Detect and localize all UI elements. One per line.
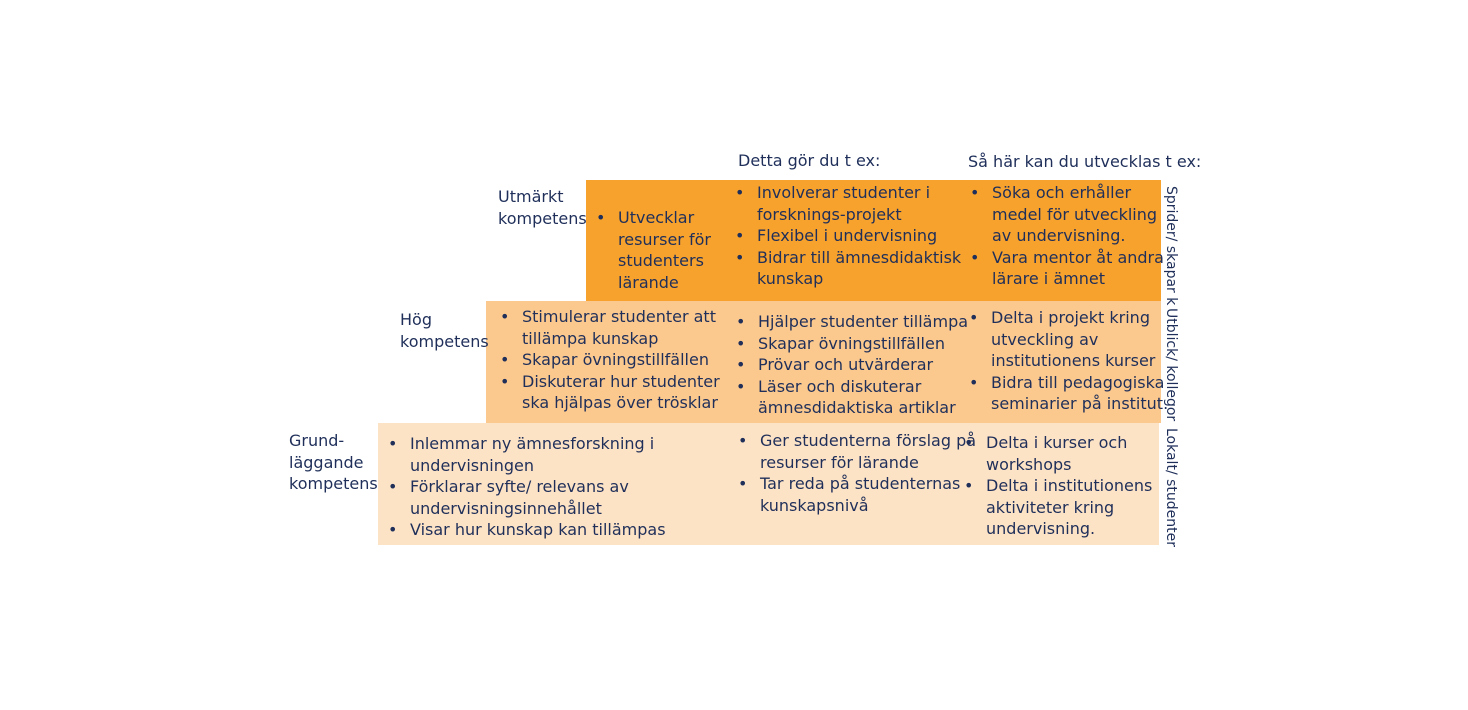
list-item: • Involverar studenter i forsknings-projekt xyxy=(757,182,972,225)
list-item: • Söka och erhåller medel för utveckling av undervisning. xyxy=(992,182,1172,247)
basic-activities-col2 xyxy=(736,430,984,516)
excellent-development xyxy=(968,182,1172,290)
list-item: • Skapar övningstillfällen xyxy=(758,333,984,355)
level-label-basic: Grund- läggande kompetens xyxy=(289,431,378,493)
side-label-basic: Lokalt/ studenter xyxy=(1163,428,1179,547)
list-item: • Flexibel i undervisning xyxy=(757,225,972,247)
basic-activities-col1 xyxy=(386,433,750,541)
header-development: Så här kan du utvecklas t ex: xyxy=(968,152,1202,171)
list-item: • Delta i projekt kring utveckling av institutionens kurser xyxy=(991,307,1179,372)
level-label-high: Hög kompetens xyxy=(400,310,489,351)
level-label-excellent: Utmärkt kompetens xyxy=(498,187,587,228)
list-item: • Inlemmar ny ämnesforskning i undervisningen xyxy=(410,433,750,476)
list-item: • Diskuterar hur studenter ska hjälpas över trösklar xyxy=(522,371,744,414)
list-item: • Förklarar syfte/ relevans av undervisningsinnehållet xyxy=(410,476,750,519)
list-item: • Bidra till pedagogiska seminarier på institut. xyxy=(991,372,1179,415)
side-label-excellent: Sprider/ skapar k xyxy=(1163,186,1179,306)
list-item: • Läser och diskuterar ämnesdidaktiska artiklar xyxy=(758,376,984,419)
list-item: • Utvecklar resurser för studenters lärande xyxy=(618,207,748,293)
list-item: • Skapar övningstillfällen xyxy=(522,349,744,371)
high-activities-col2 xyxy=(734,311,984,419)
excellent-activities-col2 xyxy=(733,182,972,290)
list-item: • Delta i kurser och workshops xyxy=(986,432,1176,475)
list-item: • Stimulerar studenter att tillämpa kunskap xyxy=(522,306,744,349)
basic-development xyxy=(962,432,1176,540)
list-item: • Prövar och utvärderar xyxy=(758,354,984,376)
list-item: • Visar hur kunskap kan tillämpas xyxy=(410,519,750,541)
list-item: • Delta i institutionens aktiviteter kring undervisning. xyxy=(986,475,1176,540)
side-label-high: Utblick/ kollegor xyxy=(1163,308,1179,422)
high-activities-col1 xyxy=(498,306,744,414)
list-item: • Bidrar till ämnesdidaktisk kunskap xyxy=(757,247,972,290)
list-item: • Hjälper studenter tillämpa xyxy=(758,311,984,333)
excellent-activities-col1 xyxy=(594,207,748,293)
high-development xyxy=(967,307,1179,415)
list-item: • Tar reda på studenternas kunskapsnivå xyxy=(760,473,984,516)
list-item: • Ger studenterna förslag på resurser för lärande xyxy=(760,430,984,473)
list-item: • Vara mentor åt andra lärare i ämnet xyxy=(992,247,1172,290)
header-activities: Detta gör du t ex: xyxy=(738,151,881,170)
